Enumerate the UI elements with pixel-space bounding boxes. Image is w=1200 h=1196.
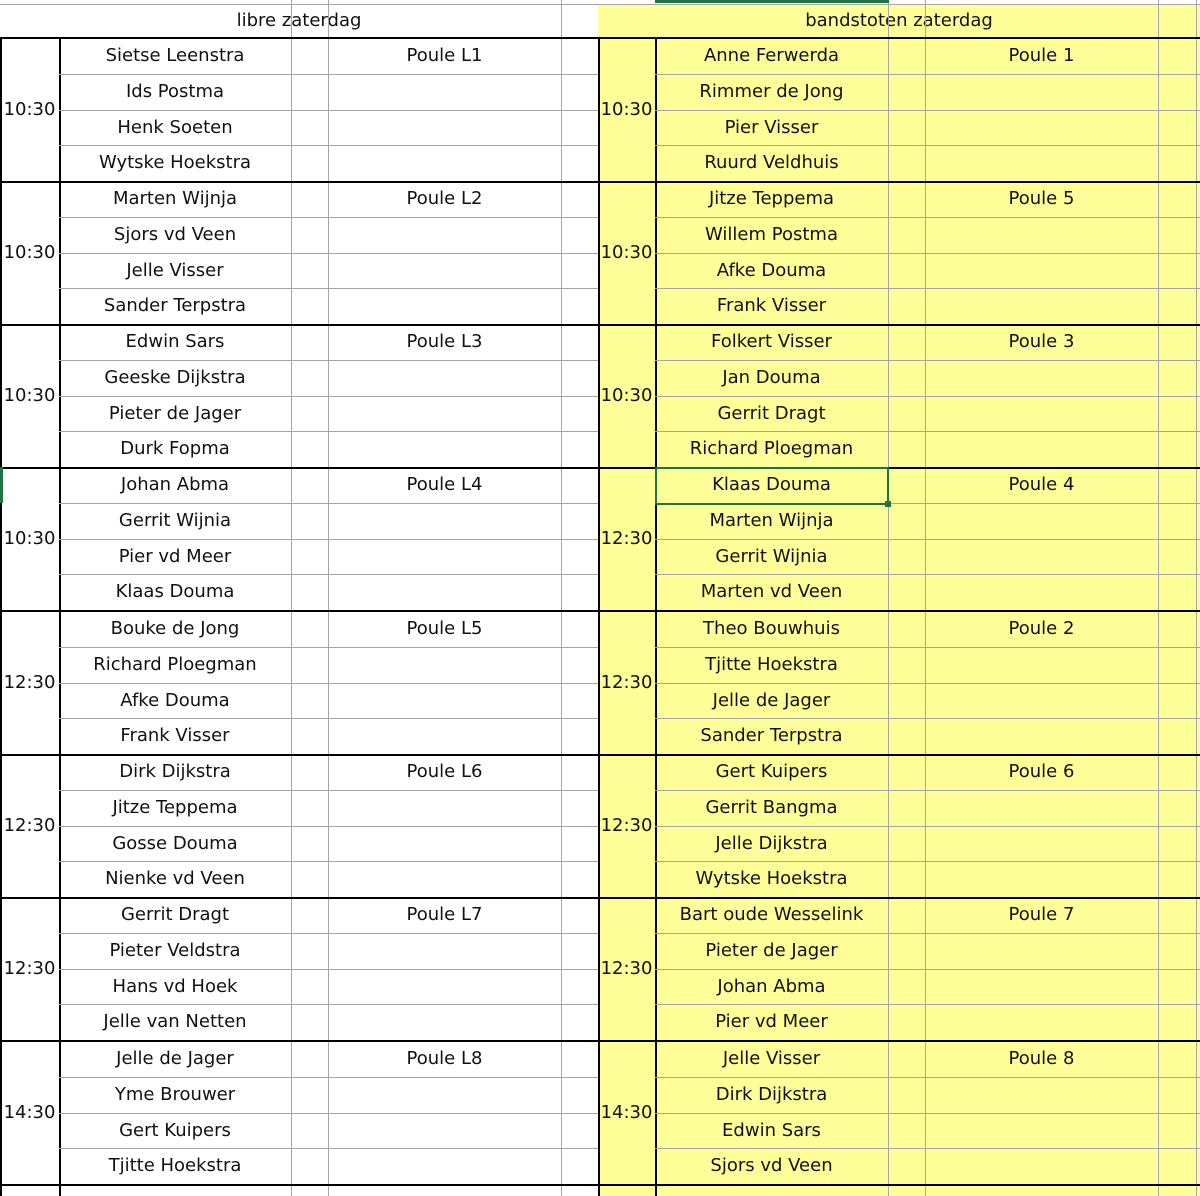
right-player-cell[interactable]: Sjors vd Veen xyxy=(710,1155,833,1177)
right-time-cell[interactable]: 10:30 xyxy=(600,98,653,120)
left-player-cell[interactable]: Geeske Dijkstra xyxy=(104,366,246,388)
right-player-cell[interactable]: Jelle de Jager xyxy=(712,689,831,711)
left-time-cell[interactable]: 10:30 xyxy=(3,241,56,263)
right-poule-cell[interactable]: Poule 6 xyxy=(1008,760,1075,782)
left-poule-cell[interactable]: Poule L3 xyxy=(406,330,483,352)
left-player-cell[interactable]: Henk Soeten xyxy=(117,116,233,138)
column-gridline xyxy=(1158,0,1159,1196)
left-player-cell[interactable]: Klaas Douma xyxy=(115,581,235,603)
left-poule-cell[interactable]: Poule L4 xyxy=(406,473,483,495)
right-poule-cell[interactable]: Poule 3 xyxy=(1008,330,1075,352)
right-time-cell[interactable]: 10:30 xyxy=(600,384,653,406)
right-player-cell[interactable]: Theo Bouwhuis xyxy=(703,617,840,639)
left-player-cell[interactable]: Jitze Teppema xyxy=(112,796,238,818)
right-player-cell[interactable]: Gerrit Bangma xyxy=(705,796,838,818)
left-player-cell[interactable]: Yme Brouwer xyxy=(114,1083,236,1105)
left-poule-cell[interactable]: Poule L6 xyxy=(406,760,483,782)
left-player-cell[interactable]: Frank Visser xyxy=(120,725,230,747)
right-time-cell[interactable]: 12:30 xyxy=(600,527,653,549)
right-player-cell[interactable]: Klaas Douma xyxy=(712,473,831,495)
right-player-cell[interactable]: Folkert Visser xyxy=(711,330,832,352)
left-time-cell[interactable]: 12:30 xyxy=(3,957,56,979)
fill-handle[interactable] xyxy=(885,501,891,507)
left-player-cell[interactable]: Edwin Sars xyxy=(125,330,225,352)
right-player-cell[interactable]: Johan Abma xyxy=(717,975,826,997)
left-time-cell[interactable]: 12:30 xyxy=(3,671,56,693)
right-player-cell[interactable]: Jan Douma xyxy=(722,366,821,388)
left-player-cell[interactable]: Johan Abma xyxy=(120,473,230,495)
left-player-cell[interactable]: Bouke de Jong xyxy=(110,617,240,639)
left-poule-cell[interactable]: Poule L1 xyxy=(406,44,483,66)
left-player-cell[interactable]: Gert Kuipers xyxy=(119,1119,231,1141)
right-player-cell[interactable]: Anne Ferwerda xyxy=(703,44,840,66)
right-player-cell[interactable]: Afke Douma xyxy=(716,259,827,281)
left-poule-cell[interactable]: Poule L7 xyxy=(406,903,483,925)
left-player-cell[interactable]: Marten Wijnja xyxy=(112,187,238,209)
left-player-cell[interactable]: Jelle de Jager xyxy=(116,1047,234,1069)
column-gridline xyxy=(925,0,926,1196)
right-player-cell[interactable]: Tjitte Hoekstra xyxy=(705,653,838,675)
column-gridline xyxy=(561,0,562,1196)
column-gridline xyxy=(328,0,329,1196)
column-gridline xyxy=(1196,0,1197,1196)
left-player-cell[interactable]: Afke Douma xyxy=(120,689,230,711)
left-player-cell[interactable]: Wytske Hoekstra xyxy=(98,152,252,174)
left-player-cell[interactable]: Jelle van Netten xyxy=(103,1011,247,1033)
left-player-cell[interactable]: Jelle Visser xyxy=(126,259,224,281)
right-time-cell[interactable]: 12:30 xyxy=(600,671,653,693)
left-time-cell[interactable]: 10:30 xyxy=(3,98,56,120)
right-time-cell[interactable]: 12:30 xyxy=(600,957,653,979)
right-poule-cell[interactable]: Poule 1 xyxy=(1008,44,1075,66)
right-poule-cell[interactable]: Poule 2 xyxy=(1008,617,1075,639)
left-player-cell[interactable]: Nienke vd Veen xyxy=(105,868,245,890)
right-player-cell[interactable]: Jitze Teppema xyxy=(708,187,835,209)
left-player-cell[interactable]: Gerrit Dragt xyxy=(120,903,230,925)
column-gridline xyxy=(291,0,292,1196)
right-player-cell[interactable]: Gert Kuipers xyxy=(715,760,828,782)
left-player-cell[interactable]: Pier vd Meer xyxy=(118,545,232,567)
right-section-header[interactable]: bandstoten zaterdag xyxy=(598,4,1200,38)
right-player-cell[interactable]: Dirk Dijkstra xyxy=(715,1083,828,1105)
left-section-header[interactable]: libre zaterdag xyxy=(236,10,362,31)
right-player-cell[interactable]: Gerrit Wijnia xyxy=(715,545,828,567)
right-player-cell[interactable]: Jelle Visser xyxy=(722,1047,821,1069)
left-player-cell[interactable]: Sander Terpstra xyxy=(103,295,247,317)
right-time-cell[interactable]: 12:30 xyxy=(600,814,653,836)
column-gridline xyxy=(888,0,889,1196)
right-player-cell[interactable]: Sander Terpstra xyxy=(700,725,843,747)
left-poule-cell[interactable]: Poule L2 xyxy=(406,187,483,209)
left-time-cell[interactable]: 10:30 xyxy=(3,527,56,549)
right-player-cell[interactable]: Willem Postma xyxy=(705,223,838,245)
left-poule-cell[interactable]: Poule L8 xyxy=(406,1047,483,1069)
right-player-cell[interactable]: Pieter de Jager xyxy=(705,939,838,961)
left-player-cell[interactable]: Ids Postma xyxy=(125,80,225,102)
left-time-cell[interactable]: 14:30 xyxy=(3,1101,56,1123)
left-player-cell[interactable]: Gerrit Wijnia xyxy=(118,509,232,531)
right-player-cell[interactable]: Pier Visser xyxy=(724,116,819,138)
left-poule-cell[interactable]: Poule L5 xyxy=(406,617,483,639)
right-time-cell[interactable]: 10:30 xyxy=(600,241,653,263)
left-time-cell[interactable]: 12:30 xyxy=(3,814,56,836)
right-player-cell[interactable]: Bart oude Wesselink xyxy=(679,903,864,925)
header-top-gridline xyxy=(0,4,1200,5)
left-player-cell[interactable]: Dirk Dijkstra xyxy=(119,760,231,782)
right-poule-cell[interactable]: Poule 4 xyxy=(1008,473,1075,495)
left-player-cell[interactable]: Durk Fopma xyxy=(120,438,230,460)
right-time-cell[interactable]: 14:30 xyxy=(600,1101,653,1123)
left-player-cell[interactable]: Richard Ploegman xyxy=(93,653,257,675)
right-player-cell[interactable]: Wytske Hoekstra xyxy=(695,868,848,890)
group-border xyxy=(0,1184,1200,1186)
right-player-cell[interactable]: Edwin Sars xyxy=(722,1119,821,1141)
left-player-cell[interactable]: Tjitte Hoekstra xyxy=(108,1155,242,1177)
left-player-cell[interactable]: Pieter de Jager xyxy=(108,402,242,424)
right-poule-cell[interactable]: Poule 8 xyxy=(1008,1047,1075,1069)
column-highlight-marker xyxy=(655,0,889,3)
right-player-cell[interactable]: Frank Visser xyxy=(716,295,827,317)
right-poule-cell[interactable]: Poule 5 xyxy=(1008,187,1075,209)
right-player-cell[interactable]: Gerrit Dragt xyxy=(717,402,826,424)
left-player-cell[interactable]: Sjors vd Veen xyxy=(113,223,237,245)
right-poule-cell[interactable]: Poule 7 xyxy=(1008,903,1075,925)
right-player-cell[interactable]: Richard Ploegman xyxy=(689,438,854,460)
left-player-cell[interactable]: Gosse Douma xyxy=(112,832,238,854)
right-player-cell[interactable]: Pier vd Meer xyxy=(715,1011,828,1033)
left-time-cell[interactable]: 10:30 xyxy=(3,384,56,406)
right-player-cell[interactable]: Jelle Dijkstra xyxy=(715,832,828,854)
right-player-cell[interactable]: Rimmer de Jong xyxy=(699,80,844,102)
left-player-cell[interactable]: Sietse Leenstra xyxy=(105,44,245,66)
left-player-cell[interactable]: Pieter Veldstra xyxy=(109,939,241,961)
row-highlight-marker xyxy=(0,467,3,503)
right-player-cell[interactable]: Marten vd Veen xyxy=(700,581,843,603)
right-player-cell[interactable]: Marten Wijnja xyxy=(709,509,834,531)
right-player-cell[interactable]: Ruurd Veldhuis xyxy=(704,152,839,174)
left-player-cell[interactable]: Hans vd Hoek xyxy=(112,975,238,997)
